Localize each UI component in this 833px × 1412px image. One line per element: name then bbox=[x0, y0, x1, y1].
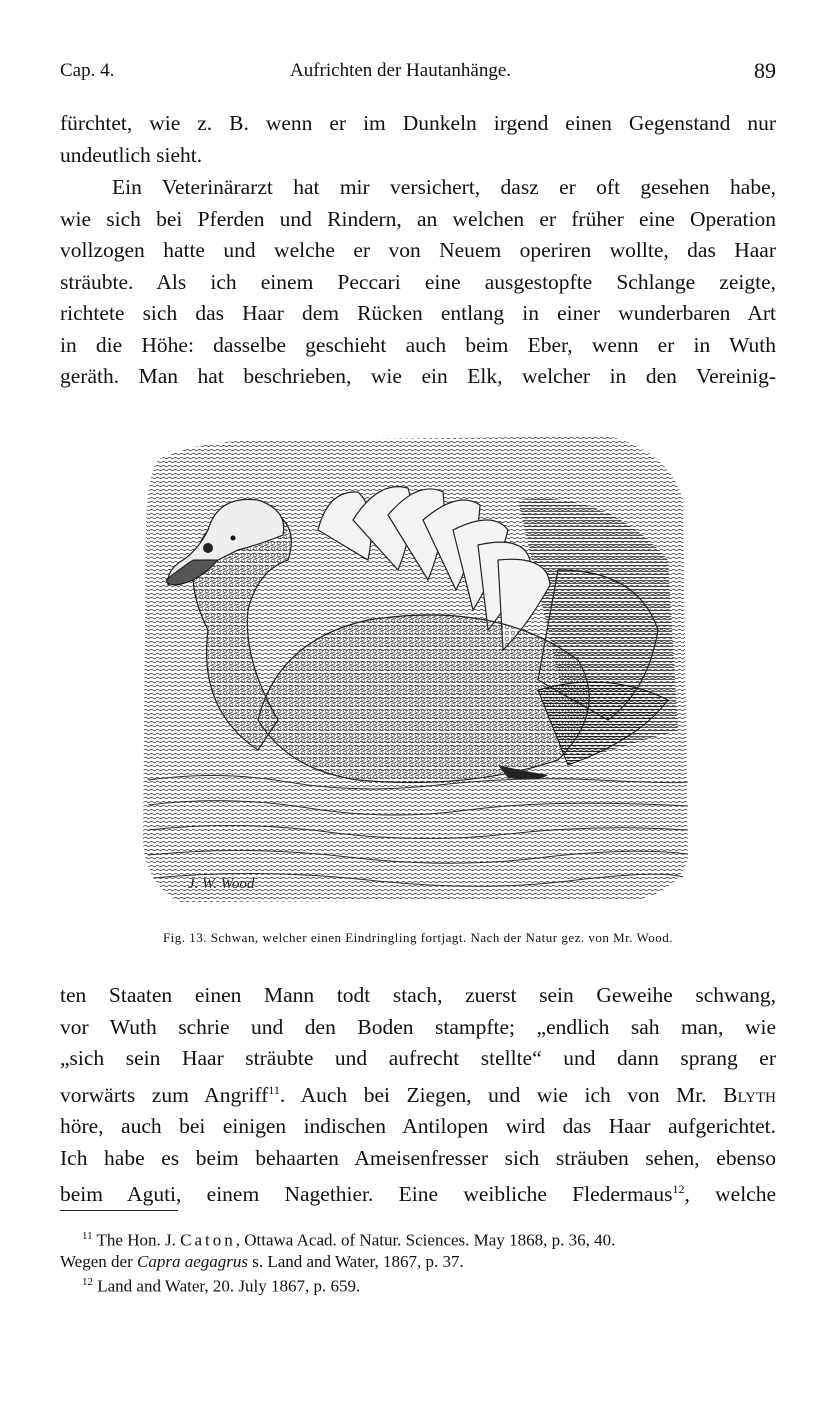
artist-signature: J. W. Wood bbox=[188, 876, 255, 892]
text-segment: vorwärts zum Angriff bbox=[60, 1082, 269, 1107]
text-line: höre, auch bei einigen indischen Antilopen wird das Haar aufgerichtet. bbox=[60, 1114, 776, 1139]
footnote-12 bbox=[60, 1272, 776, 1297]
chapter-label: Cap. 4. bbox=[60, 60, 115, 81]
footnote-ref-12[interactable]: 12 bbox=[672, 1182, 685, 1197]
author-name: Blyth bbox=[723, 1082, 776, 1107]
text-line: undeutlich sieht. bbox=[60, 142, 203, 167]
footnote-divider bbox=[60, 1210, 178, 1211]
footnote-text: , Ottawa Acad. of Natur. Sciences. May 1868, p. 36, 40. bbox=[235, 1230, 616, 1250]
swan-illustration bbox=[138, 420, 694, 916]
footnote-text: The Hon. J. bbox=[96, 1230, 181, 1250]
text-line: vor Wuth schrie und den Boden stampfte; „endlich sah man, wie bbox=[60, 1014, 776, 1039]
swan-engraving bbox=[138, 420, 694, 916]
text-line: richtete sich das Haar dem Rücken entlang in einer wunderbaren Art bbox=[60, 301, 776, 325]
text-segment: , welche bbox=[684, 1182, 776, 1207]
paragraph-elk bbox=[60, 980, 776, 1211]
paragraph-veterinarian bbox=[60, 172, 776, 393]
footnote-mark: 11 bbox=[82, 1230, 93, 1242]
text-line: Ich habe es beim behaarten Ameisenfresser sich sträuben sehen, ebenso bbox=[60, 1145, 776, 1170]
species-name: Capra aegagrus bbox=[136, 1251, 248, 1271]
page-number: 89 bbox=[754, 58, 776, 83]
text-segment: beim Aguti, einem Nagethier. Eine weibliche Fledermaus bbox=[60, 1182, 673, 1207]
footnote-text: Wegen der bbox=[60, 1251, 137, 1271]
text-line: fürchtet, wie z. B. wenn er im Dunkeln irgend einen Gegenstand nur bbox=[60, 111, 776, 135]
footnote-11 bbox=[60, 1226, 776, 1272]
author-name: Caton bbox=[180, 1230, 236, 1250]
running-title: Aufrichten der Hautanhänge. bbox=[290, 60, 512, 81]
text-line: sträubte. Als ich einem Peccari eine ausgestopfte Schlange zeigte, bbox=[60, 269, 776, 294]
text-line: geräth. Man hat beschrieben, wie ein Elk, welcher in den Vereinig- bbox=[60, 364, 776, 388]
text-line bbox=[60, 1174, 776, 1211]
text-line: vollzogen hatte und welche er von Neuem operiren wollte, das Haar bbox=[60, 238, 776, 262]
running-header bbox=[60, 58, 776, 88]
text-line: in die Höhe: dasselbe geschieht auch beim Eber, wenn er in Wuth bbox=[60, 332, 776, 357]
text-line: Ein Veterinärarzt hat mir versichert, dasz er oft gesehen habe, bbox=[112, 175, 776, 199]
footnote-ref-11[interactable]: 11 bbox=[268, 1082, 280, 1097]
paragraph-continued bbox=[60, 108, 776, 171]
text-line: ten Staaten einen Mann todt stach, zuerst sein Geweihe schwang, bbox=[60, 983, 776, 1007]
figure-caption: Fig. 13. Schwan, welcher einen Eindringling fortjagt. Nach der Natur gez. von Mr. Wood. bbox=[162, 930, 674, 945]
text-segment: . Auch bei Ziegen, und wie ich von Mr. bbox=[279, 1082, 724, 1107]
footnote-text: Land and Water, 20. July 1867, p. 659. bbox=[97, 1276, 361, 1296]
footnote-text: s. Land and Water, 1867, p. 37. bbox=[247, 1251, 464, 1271]
text-line: wie sich bei Pferden und Rindern, an welchen er früher eine Operation bbox=[60, 206, 776, 231]
text-line bbox=[60, 1075, 776, 1112]
footnote-mark: 12 bbox=[82, 1276, 93, 1288]
text-line: „sich sein Haar sträubte und aufrecht stellte“ und dann sprang er bbox=[60, 1046, 776, 1070]
